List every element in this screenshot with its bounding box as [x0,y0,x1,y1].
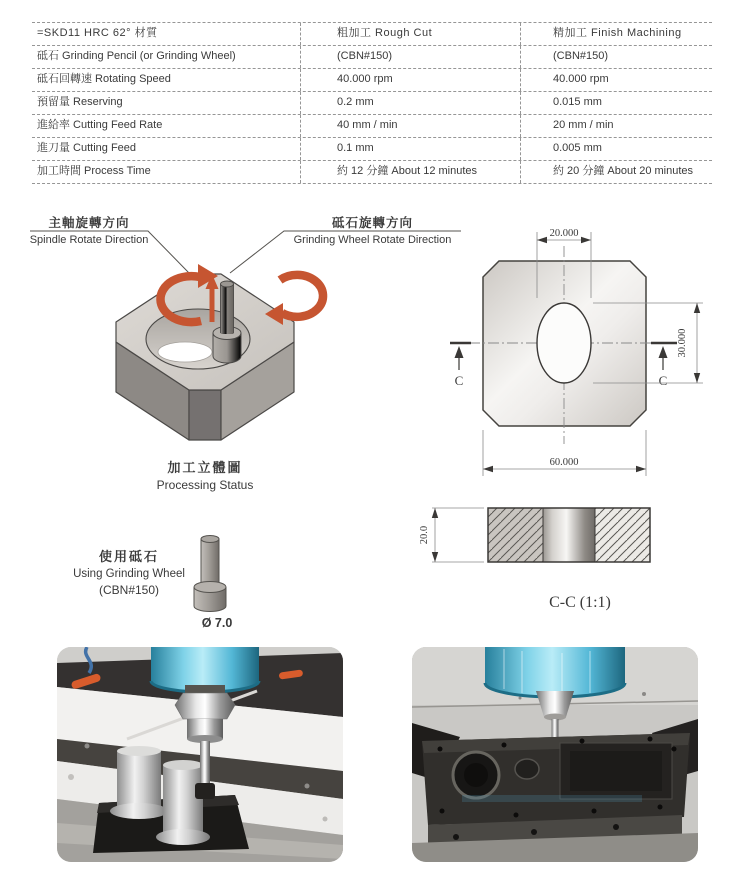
photo-rough-machining [57,647,343,862]
iso-caption-en: Processing Status [156,478,254,492]
collet-nut [175,693,235,719]
cell-material: =SKD11 HRC 62° 材質 [37,27,158,39]
dim-overall-width-text: 60.000 [549,457,579,468]
cell-finish: 0.005 mm [520,138,712,160]
cell-rough: 40.000 rpm [300,69,520,91]
machining-spec-table [32,22,712,184]
section-mark-left: C [454,373,464,388]
grinding-wheel-label [60,546,198,597]
rotation-arrow-wheel-icon [265,275,323,325]
plan-drawing-svg [440,218,740,490]
callout-spindle-en: Spindle Rotate Direction [29,234,149,246]
dim-hole-width-text: 20.000 [549,228,579,239]
processing-status-figure [28,212,468,504]
cell-finish-header: 精加工 Finish Machining [520,23,712,45]
callout-spindle-direction [28,213,150,246]
dim-hole-height-text: 30.000 [677,328,688,358]
callout-spindle-zh: 主軸旋轉方向 [48,216,130,230]
cell-label: 進給率 Cutting Feed Rate [37,119,163,131]
cell-rough: (CBN#150) [300,46,520,68]
section-caption: C-C (1:1) [549,594,611,611]
dim-overall-width [483,430,646,476]
grinding-wheel-spec: (CBN#150) [98,583,160,597]
section-mark-right: C [658,373,668,388]
spindle-teal [485,647,625,697]
photo-right-scene [412,647,698,862]
callout-wheel-zh: 砥石旋轉方向 [331,216,413,230]
hole-ellipse [537,303,591,383]
dim-thickness [432,508,484,562]
table-row [32,137,712,160]
dim-thickness-text: 20.0 [420,525,430,545]
cell-label: 進刀量 Cutting Feed [37,142,137,154]
cell-label: 砥石回轉速 Rotating Speed [37,73,171,85]
cell-rough: 0.2 mm [300,92,520,114]
grinding-wheel-figure [60,530,310,642]
grinding-wheel-tip [195,783,215,799]
photo-left-scene [57,647,343,862]
cell-rough: 40 mm / min [300,115,520,137]
cell-label: 預留量 Reserving [37,96,123,108]
table-row [32,160,712,184]
cell-rough: 約 12 分鐘 About 12 minutes [300,161,520,183]
cell-rough: 0.1 mm [300,138,520,160]
cell-finish: 約 20 分鐘 About 20 minutes [520,161,712,183]
photo-finish-machining [412,647,698,862]
diameter-label: Ø 7.0 [201,616,233,630]
callout-wheel-direction [284,213,461,246]
tool-shaft [200,741,210,783]
section-body [488,508,650,562]
grinding-wheel-en: Using Grinding Wheel [73,568,185,580]
table-row [32,22,712,45]
cell-label: 砥石 Grinding Pencil (or Grinding Wheel) [37,50,236,62]
section-drawing [420,495,720,620]
table-row [32,68,712,91]
table-row [32,114,712,137]
grinding-pin-drawing [188,534,248,616]
table-row [32,45,712,68]
section-drawing-svg [420,495,720,620]
iso-caption-zh: 加工立體圖 [167,460,243,475]
callout-wheel-en: Grinding Wheel Rotate Direction [293,234,452,246]
cell-label: 加工時間 Process Time [37,165,151,177]
cell-finish: (CBN#150) [520,46,712,68]
grinding-wheel-zh: 使用砥石 [98,549,159,564]
plan-drawing [440,218,740,490]
cell-rough-header: 粗加工 Rough Cut [300,23,520,45]
iso-caption [105,457,305,492]
table-row [32,91,712,114]
cell-finish: 0.015 mm [520,92,712,114]
cell-finish: 20 mm / min [520,115,712,137]
cell-finish: 40.000 rpm [520,69,712,91]
